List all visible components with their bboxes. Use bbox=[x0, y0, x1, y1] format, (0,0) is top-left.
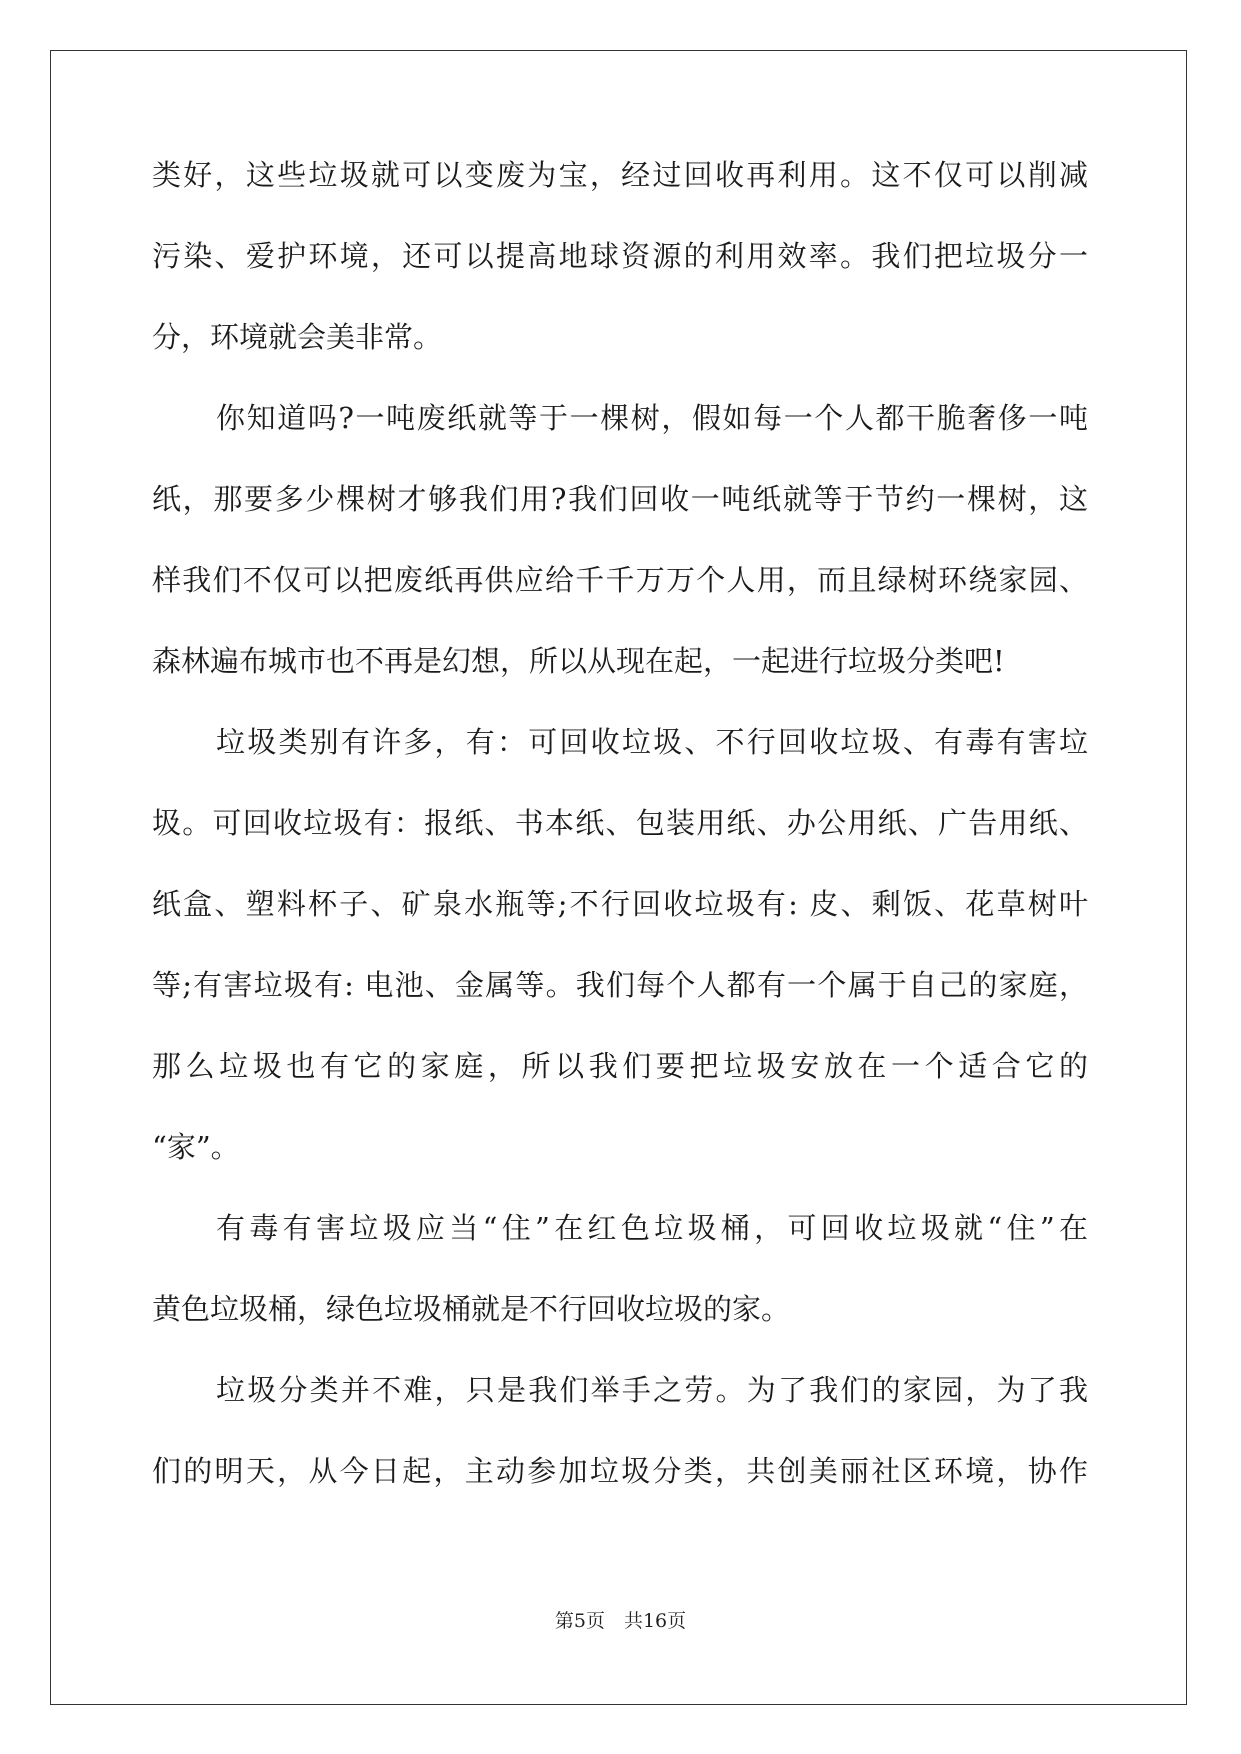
text-line: 圾。可回收垃圾有：报纸、书本纸、包装用纸、办公用纸、广告用纸、 bbox=[152, 806, 1088, 840]
document-body bbox=[152, 160, 1088, 1537]
text-line: “家”。 bbox=[152, 1130, 240, 1164]
text-line: 纸盒、塑料杯子、矿泉水瓶等;不行回收垃圾有: 皮、剩饭、花草树叶 bbox=[152, 887, 1088, 921]
text-line: 黄色垃圾桶，绿色垃圾桶就是不行回收垃圾的家。 bbox=[152, 1292, 791, 1326]
text-line: 们的明天，从今日起，主动参加垃圾分类，共创美丽社区环境，协作 bbox=[152, 1454, 1088, 1488]
text-line: 有毒有害垃圾应当“住”在红色垃圾桶，可回收垃圾就“住”在 bbox=[216, 1211, 1088, 1245]
text-line: 污染、爱护环境，还可以提高地球资源的利用效率。我们把垃圾分一 bbox=[152, 239, 1088, 273]
text-line: 等;有害垃圾有: 电池、金属等。我们每个人都有一个属于自己的家庭， bbox=[152, 968, 1088, 1002]
text-line: 垃圾类别有许多，有：可回收垃圾、不行回收垃圾、有毒有害垃 bbox=[216, 725, 1088, 759]
text-line: 纸，那要多少棵树才够我们用?我们回收一吨纸就等于节约一棵树，这 bbox=[152, 482, 1088, 516]
text-line: 你知道吗?一吨废纸就等于一棵树，假如每一个人都干脆奢侈一吨 bbox=[216, 401, 1088, 435]
page-number-footer: 第5页 共16页 bbox=[554, 1610, 687, 1632]
text-line: 那么垃圾也有它的家庭，所以我们要把垃圾安放在一个适合它的 bbox=[152, 1049, 1088, 1083]
text-line: 垃圾分类并不难，只是我们举手之劳。为了我们的家园，为了我 bbox=[216, 1373, 1088, 1407]
text-line: 样我们不仅可以把废纸再供应给千千万万个人用，而且绿树环绕家园、 bbox=[152, 563, 1088, 597]
text-line: 分，环境就会美非常。 bbox=[152, 320, 443, 354]
text-line: 森林遍布城市也不再是幻想，所以从现在起，一起进行垃圾分类吧! bbox=[152, 644, 1005, 678]
text-line: 类好，这些垃圾就可以变废为宝，经过回收再利用。这不仅可以削减 bbox=[152, 158, 1088, 192]
